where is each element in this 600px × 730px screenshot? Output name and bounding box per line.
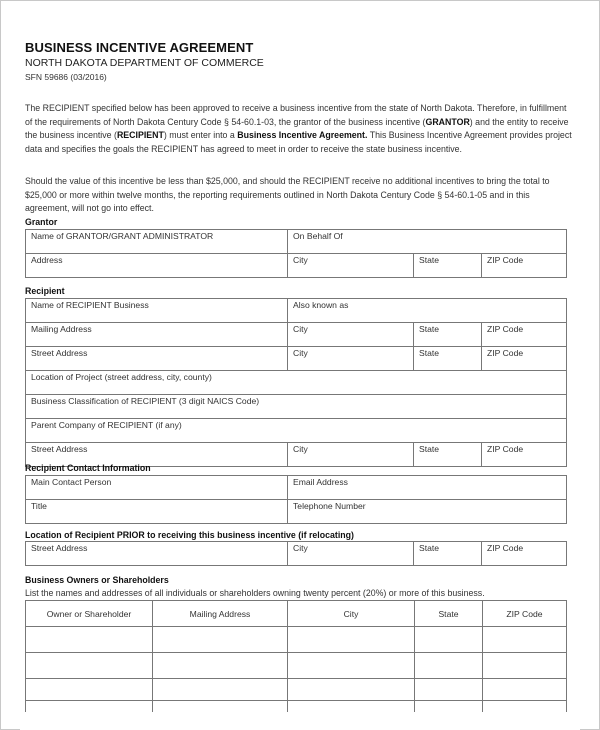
intro-text: ) and the entity to receive the business incentive ( [25, 116, 569, 141]
prior-location-heading: Location of Recipient PRIOR to receiving this business incentive (if relocating) [25, 530, 354, 540]
state-cell[interactable] [415, 627, 483, 653]
contact-table [25, 475, 567, 524]
prior-city-field[interactable]: City [288, 542, 414, 566]
form-title: BUSINESS INCENTIVE AGREEMENT [25, 40, 254, 55]
agreement-term: Business Incentive Agreement. [237, 130, 368, 141]
owners-heading: Business Owners or Shareholders [25, 575, 169, 585]
parent-street-address-field[interactable]: Street Address [26, 443, 288, 467]
column-header-mailing-address: Mailing Address [153, 601, 288, 627]
intro-paragraph-1 [25, 102, 575, 156]
recipient-term: RECIPIENT [116, 130, 164, 141]
mailing-address-cell[interactable] [153, 653, 288, 679]
zip-cell[interactable] [483, 679, 567, 701]
also-known-as-field[interactable]: Also known as [288, 299, 567, 323]
prior-state-field[interactable]: State [414, 542, 482, 566]
grantor-term: GRANTOR [425, 116, 470, 127]
parent-zip-field[interactable]: ZIP Code [482, 443, 567, 467]
email-field[interactable]: Email Address [288, 476, 567, 500]
mailing-address-cell[interactable] [153, 679, 288, 701]
state-cell[interactable] [415, 679, 483, 701]
grantor-heading: Grantor [25, 217, 58, 227]
grantor-city-field[interactable]: City [288, 254, 414, 278]
table-row [26, 653, 567, 679]
table-row [26, 679, 567, 701]
mailing-city-field[interactable]: City [288, 323, 414, 347]
telephone-field[interactable]: Telephone Number [288, 500, 567, 524]
city-cell[interactable] [288, 627, 415, 653]
parent-company-field[interactable]: Parent Company of RECIPIENT (if any) [26, 419, 567, 443]
prior-street-field[interactable]: Street Address [26, 542, 288, 566]
owner-cell[interactable] [26, 679, 153, 701]
street-zip-field[interactable]: ZIP Code [482, 347, 567, 371]
mailing-address-cell[interactable] [153, 627, 288, 653]
mailing-zip-field[interactable]: ZIP Code [482, 323, 567, 347]
intro-text: This Business Incentive Agreement provides project data and specifies the goals the RECIPIENT has agreed to meet in order to receive the state business incentive. [25, 130, 572, 154]
owner-cell[interactable] [26, 627, 153, 653]
city-cell[interactable] [288, 679, 415, 701]
street-state-field[interactable]: State [414, 347, 482, 371]
grantor-name-field[interactable]: Name of GRANTOR/GRANT ADMINISTRATOR [26, 230, 288, 254]
table-row [26, 627, 567, 653]
owners-table [25, 600, 567, 715]
column-header-city: City [288, 601, 415, 627]
form-number: SFN 59686 (03/2016) [25, 72, 107, 82]
grantor-address-field[interactable]: Address [26, 254, 288, 278]
grantor-zip-field[interactable]: ZIP Code [482, 254, 567, 278]
page-cutoff [20, 712, 580, 730]
on-behalf-of-field[interactable]: On Behalf Of [288, 230, 567, 254]
column-header-state: State [415, 601, 483, 627]
zip-cell[interactable] [483, 653, 567, 679]
naics-code-field[interactable]: Business Classification of RECIPIENT (3 digit NAICS Code) [26, 395, 567, 419]
mailing-address-field[interactable]: Mailing Address [26, 323, 288, 347]
street-address-field[interactable]: Street Address [26, 347, 288, 371]
intro-text: The RECIPIENT specified below has been approved to receive a business incentive from the state of North Dakota. Therefore, in fulfillment of the requirements of North Dakota Century Code § 54-60.1-03, the grantor of the business incentive ( [25, 103, 567, 127]
intro-paragraph-2: Should the value of this incentive be less than $25,000, and should the RECIPIENT receive no additional incentives to bring the total to $25,000 or more within twelve months, the reporting requirements outlined in North Dakota Century Code § 54-60.1-05 and in this agreement, will not go into effect. [25, 176, 550, 214]
recipient-table [25, 298, 567, 467]
intro-text: ) must enter into a [163, 130, 238, 141]
parent-state-field[interactable]: State [414, 443, 482, 467]
owner-cell[interactable] [26, 653, 153, 679]
street-city-field[interactable]: City [288, 347, 414, 371]
main-contact-field[interactable]: Main Contact Person [26, 476, 288, 500]
department-name: NORTH DAKOTA DEPARTMENT OF COMMERCE [25, 57, 264, 69]
column-header-owner: Owner or Shareholder [26, 601, 153, 627]
owners-instructions: List the names and addresses of all individuals or shareholders owning twenty percent (20%) or more of this business. [25, 588, 485, 598]
recipient-name-field[interactable]: Name of RECIPIENT Business [26, 299, 288, 323]
contact-heading: Recipient Contact Information [25, 463, 151, 473]
prior-zip-field[interactable]: ZIP Code [482, 542, 567, 566]
zip-cell[interactable] [483, 627, 567, 653]
prior-location-table [25, 541, 567, 566]
grantor-state-field[interactable]: State [414, 254, 482, 278]
mailing-state-field[interactable]: State [414, 323, 482, 347]
column-header-zip: ZIP Code [483, 601, 567, 627]
contact-title-field[interactable]: Title [26, 500, 288, 524]
grantor-table [25, 229, 567, 278]
recipient-heading: Recipient [25, 286, 65, 296]
state-cell[interactable] [415, 653, 483, 679]
parent-city-field[interactable]: City [288, 443, 414, 467]
project-location-field[interactable]: Location of Project (street address, city, county) [26, 371, 567, 395]
city-cell[interactable] [288, 653, 415, 679]
